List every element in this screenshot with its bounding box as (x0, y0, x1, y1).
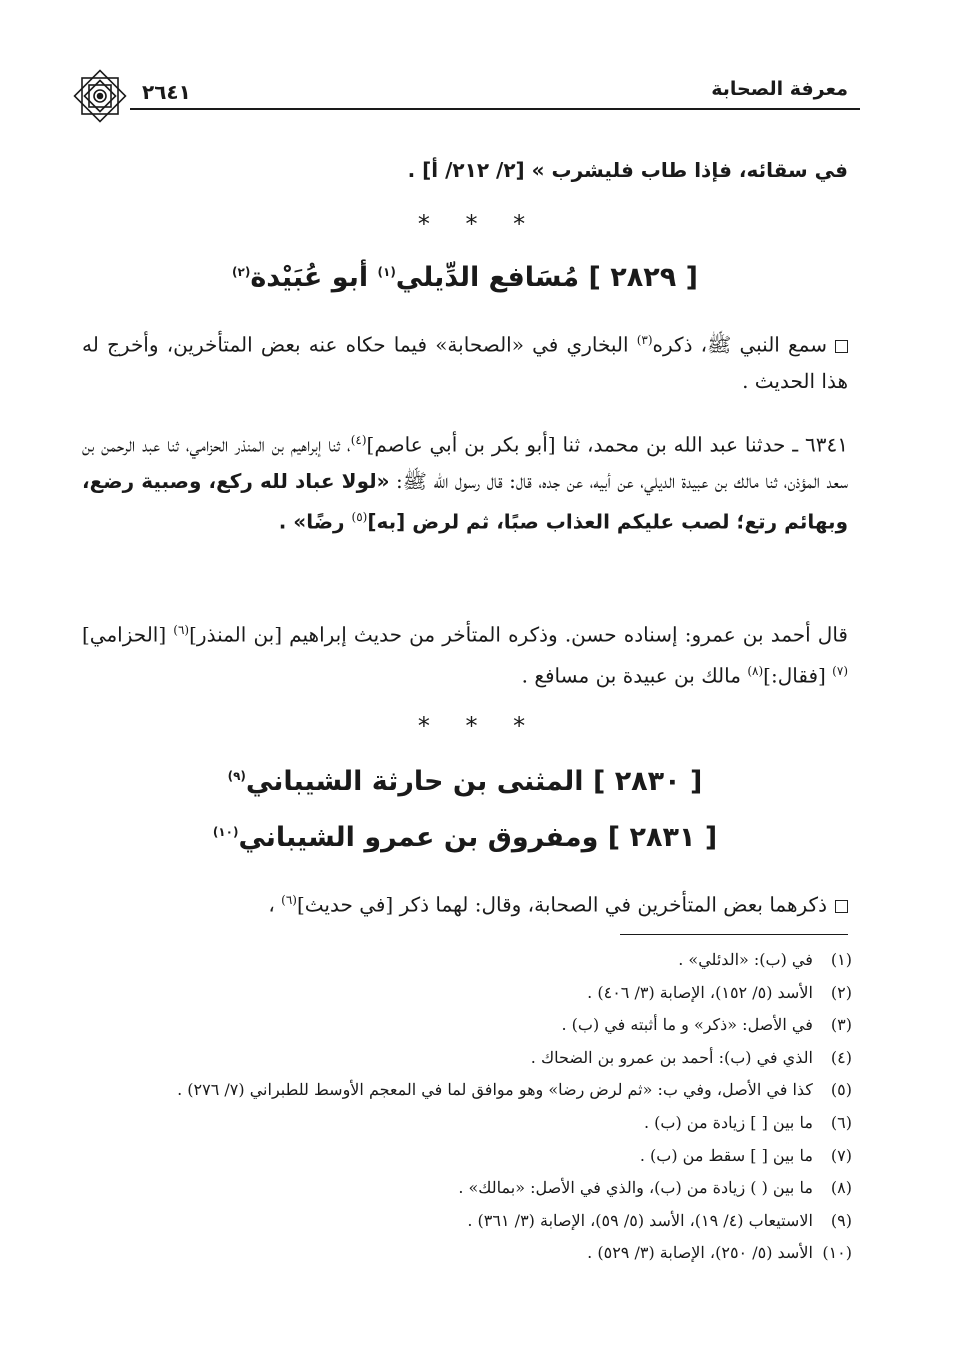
box-marker-icon (835, 900, 848, 913)
footnote-ref: (٧) (832, 663, 848, 678)
box-marker-icon (835, 340, 848, 353)
footnote-ref: (٦) (173, 623, 190, 637)
footnote-item (82, 1205, 852, 1238)
entry-title-2829 (82, 262, 848, 293)
footnote-number: (٣) (830, 1015, 852, 1035)
footnote-item (82, 1042, 852, 1075)
footnote-text: في الأصل: «ذكر» و ما أثبته في (ب) . (561, 1015, 813, 1035)
footnote-text: الأسد (٥/ ١٥٢)، الإصابة (٣/ ٤٠٦) . (587, 982, 813, 1002)
footnote-number: (٩) (830, 1210, 852, 1230)
running-title: معرفة الصحابة (711, 78, 848, 100)
footnote-item (82, 1107, 852, 1140)
hadith-text: «لولا عباد لله ركع، وصبية رضع، وبهائم رتع؛ لصب عليكم العذاب صبًا، ثم لرض [به] (82, 468, 848, 534)
entry-title-2831: [ ٢٨٣١ ] ومفروق بن عمرو الشيباني$^{(١٠)}$ (212, 822, 718, 853)
footnote-ref: (٥) (351, 509, 368, 524)
footnote-ref: (٣) (636, 333, 653, 347)
footnote-number: (١٠) (822, 1243, 852, 1263)
footnote-number: (٦) (830, 1112, 852, 1132)
entry-title-text: [ ٢٨٢٩ ] مُسَافع الدِّيلي (395, 262, 698, 293)
footnote-rule (620, 934, 848, 935)
section-separator: * * * (417, 210, 540, 238)
footnotes (82, 944, 852, 1270)
footnote-item (82, 1172, 852, 1205)
footnote-text: كذا في الأصل، وفي ب: «ثم لرض رضا» وهو موافق لما في المعجم الأوسط للطبراني (٧/ ٢٧٦) . (177, 1080, 813, 1100)
footnote-number: (٥) (830, 1080, 852, 1100)
entry-intro-2829: سمع النبي ﷺ، ذكره$^{(٣)}$ البخاري في «الصحابة» فيما حكاه عنه بعض المتأخرين، وأخرج له هذا الحديث . (82, 332, 848, 393)
hadith-6341: ٦٣٤١ ـ حدثنا عبد الله بن محمد، ثنا [أبو بكر بن أبي عاصم]$^{(٤)}$، ثنا إبراهيم بن المنذر الحزامي، ثنا عبد الرحمن بن سعد المؤذن، ثنا مالك بن عبيدة الديلي، عن أبيه، عن جده، قال: قال رسول الله ﷺ: «لولا عباد لله ركع، وصبية رضع، وبهائم رتع؛ لصب عليكم العذاب صبًا، ثم لرض [به]$^{(٥)}$ رضًا» . (82, 432, 848, 534)
footnote-item (82, 1140, 852, 1173)
footnote-ref: (٤) (350, 433, 367, 447)
footnote-item (82, 1237, 852, 1270)
footnote-ref: (١٠) (212, 825, 239, 839)
page-number: ٢٦٤١ (142, 80, 191, 104)
footnote-text: الاستيعاب (٤/ ١٩)، الأسد (٥/ ٥٩)، الإصابة (٣/ ٣٦١) . (467, 1210, 813, 1230)
footnote-ref: (٨) (747, 663, 764, 678)
footnote-ref: (٦) (281, 893, 297, 907)
footnote-number: (١) (830, 950, 852, 969)
footnote-number: (٧) (830, 1145, 852, 1165)
continuation-line: في سقائه، فإذا طاب فليشرب » [٢/ ٢١٢/ أ] . (407, 158, 848, 182)
octagram-ornament-icon (70, 66, 130, 126)
entry-title-kunya: أبو عُبَيْدة (250, 262, 378, 293)
footnote-number: (٢) (830, 982, 852, 1002)
footnote-text: ما بين ( ) زيادة من (ب)، والذي في الأصل: «بمالك» . (458, 1178, 813, 1198)
footnote-item (82, 944, 852, 977)
footnote-ref: (٢) (232, 265, 251, 279)
isnad-note: قال أحمد بن عمرو: إسناده حسن. وذكره المتأخر من حديث إبراهيم [بن المنذر]$^{(٦)}$ [الحزامي]$^{(٧)}$ [فقال:]$^{(٨)}$ مالك بن عبيدة بن مسافع . (82, 622, 848, 688)
footnote-item (82, 1009, 852, 1042)
footnote-ref: (١) (377, 265, 396, 279)
footnote-text: في (ب): «الدئلي» . (678, 950, 813, 969)
section-separator: * * * (417, 712, 540, 740)
footnote-text: الأسد (٥/ ٢٥٠)، الإصابة (٣/ ٥٢٩) . (587, 1243, 813, 1263)
footnote-text: ما بين [ ] سقط من (ب) . (639, 1145, 813, 1165)
footnote-item (82, 977, 852, 1010)
page-header (70, 66, 860, 126)
footnote-item (82, 1074, 852, 1107)
header-rule (130, 108, 860, 110)
footnote-number: (٤) (830, 1047, 852, 1067)
footnote-text: ما بين [ ] زيادة من (ب) . (643, 1112, 813, 1132)
footnote-ref: (٩) (227, 769, 246, 783)
entry-intro-2831: ذكرهما بعض المتأخرين في الصحابة، وقال: لهما ذكر [في حديث]$^{(٦)}$ ، (82, 882, 848, 923)
entry-title-2830: [ ٢٨٣٠ ] المثنى بن حارثة الشيباني$^{(٩)}$ (227, 766, 703, 797)
footnote-text: الذي في (ب): أحمد بن عمرو بن الضحاك . (530, 1047, 813, 1067)
footnote-number: (٨) (830, 1178, 852, 1198)
